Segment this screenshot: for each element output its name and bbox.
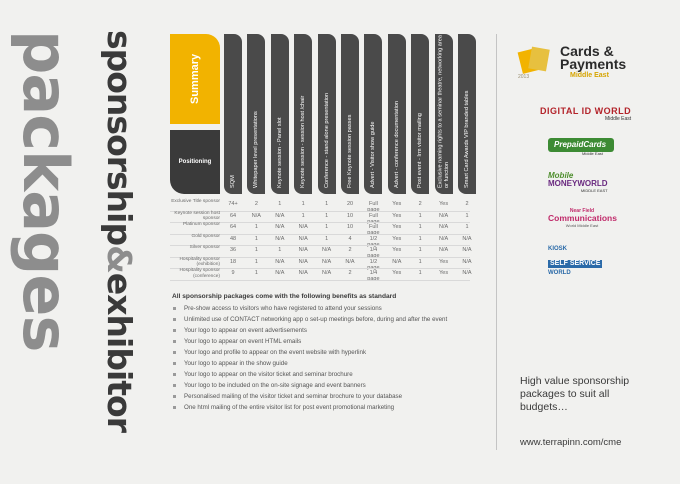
benefit-item: [172, 349, 472, 356]
logo-kiosk-line3: WORLD: [548, 270, 571, 276]
table-cell: 20: [346, 201, 354, 207]
column-header-label: Post event - Irm visitor mailing: [416, 113, 423, 188]
tagline: High value sponsorship packages to suit all budgets…: [520, 375, 630, 413]
logo-mm-line1: Mobile: [548, 171, 574, 180]
logo-mm-line2: MONEYWORLD: [548, 179, 608, 188]
row-label: Exclusive Title sponsor: [171, 199, 220, 204]
bullet-icon: [173, 395, 176, 398]
table-cell: 48: [229, 235, 237, 242]
table-cell: 1: [418, 258, 422, 265]
table-cell: N/A: [298, 258, 308, 265]
table-cell: N/A: [298, 235, 308, 242]
table-cell: 1: [418, 212, 422, 219]
benefit-text: Your logo to appear in the show guide: [184, 360, 288, 367]
row-label: Platinum sponsor: [182, 222, 220, 227]
column-header: [458, 34, 476, 194]
table-cell: N/A: [275, 224, 285, 230]
table-cell: N/A: [275, 212, 285, 219]
benefit-item: [172, 371, 472, 378]
logo-kiosk-line1: KIOSK: [548, 246, 568, 252]
column-header-label: Keynote session - Panel slot: [276, 117, 283, 188]
row-label: Keynote session host sponsor: [174, 210, 220, 222]
website-url: www.terrapinn.com/cme: [520, 437, 622, 448]
table-cell: 2: [348, 270, 352, 276]
summary-tab: [170, 34, 220, 124]
table-cell: 64: [229, 224, 237, 230]
title-sponsorship-exhibitor: [98, 30, 140, 432]
column-header: [364, 34, 382, 194]
table-cell: 74+: [228, 201, 238, 207]
benefit-item: [172, 327, 472, 334]
benefit-text: Your logo to appear on event HTML emails: [184, 338, 302, 345]
column-header-label: SQM: [229, 175, 236, 188]
column-header: [388, 34, 406, 194]
benefit-item: [172, 382, 472, 389]
table-cell: 1: [325, 212, 329, 219]
table-cell: 1: [254, 247, 258, 253]
column-header: [341, 34, 359, 194]
table-cell: 10: [346, 224, 354, 230]
table-cell: N/A: [275, 270, 285, 276]
logo-nfc-line2: World Middle East: [565, 223, 599, 228]
table-cell: N/A: [322, 258, 332, 265]
table-cell: 1: [418, 224, 422, 230]
table-cell: Yes: [392, 201, 402, 207]
column-header-label: Keynote session - session host /chair: [299, 95, 306, 188]
table-cell: Yes: [392, 224, 402, 230]
table-cell: 1: [254, 224, 258, 230]
column-header-label: Advert - conference documentation: [393, 100, 400, 188]
row-label: Hospitality sponsor (conference): [179, 268, 220, 279]
cards-payments-logo: [518, 44, 668, 84]
logo-did-line1: DIGITAL ID WORLD: [540, 106, 632, 116]
benefit-text: Your logo to be included on the on-site signage and event banners: [184, 382, 366, 389]
column-header-label: Conference - stand alone presentation: [323, 92, 330, 188]
bullet-icon: [173, 307, 176, 310]
logo-year: 2013: [518, 74, 530, 80]
row-label: Hospitality sponsor (exhibition): [179, 256, 220, 268]
bullet-icon: [173, 329, 176, 332]
table-cell: Full: [368, 201, 378, 207]
positioning-tab: [170, 130, 220, 194]
table-cell: 1: [418, 247, 422, 253]
benefit-text: Your logo to appear on event advertisements: [184, 327, 307, 334]
table-cell: 2: [254, 201, 258, 207]
bullet-icon: [173, 373, 176, 376]
table-cell: Full: [368, 224, 378, 230]
table-cell: 1: [418, 235, 422, 242]
table-cell: 1/4: [369, 270, 378, 276]
bullet-icon: [173, 406, 176, 409]
column-header-label: Advert - Visitor show guide: [370, 121, 377, 188]
table-cell: 1: [301, 212, 305, 219]
logo-kiosk-line2: SELF SERVICE: [550, 260, 601, 267]
table-cell: 1: [418, 270, 422, 276]
logo-cp-line1: Cards &: [560, 43, 614, 59]
column-header-label: Smart Card Awards VIP branded tables: [463, 90, 470, 188]
row-label: Gold sponsor: [191, 233, 220, 239]
title-ampersand: &: [100, 245, 139, 273]
column-header: [294, 34, 312, 194]
bullet-icon: [173, 362, 176, 365]
logo-cp-line2: Payments: [560, 56, 627, 72]
table-cell: N/A: [275, 258, 285, 265]
logo-nfc-line0: Near Field: [569, 208, 595, 214]
table-cell: 2: [418, 201, 422, 207]
table-cell: 2: [348, 247, 352, 253]
benefit-item: [172, 393, 472, 400]
row-label: Silver sponsor: [189, 245, 220, 250]
benefit-item: [172, 338, 472, 345]
bullet-icon: [173, 384, 176, 387]
table-cell: Full: [368, 212, 378, 219]
row-divider: [170, 280, 470, 281]
table-cell: 1: [301, 201, 305, 207]
table-cell: N/A: [298, 270, 308, 276]
table-cell: 1: [278, 201, 282, 207]
table-cell: 64: [229, 212, 237, 219]
column-header: [271, 34, 289, 194]
table-cell: N/A: [275, 235, 285, 242]
prepaid-cards-logo: [548, 138, 614, 158]
table-cell: 1: [465, 212, 469, 219]
table-cell: Yes: [439, 201, 449, 207]
column-header-label: Exclusive naming rights to a seminar theatre, networking area or function: [437, 35, 450, 188]
table-cell: N/A: [462, 270, 472, 276]
logo-prepaid-line1: PrepaidCards: [554, 140, 607, 149]
table-cell: Yes: [392, 247, 402, 253]
table-cell: N/A: [462, 247, 472, 253]
column-header-label: Whitepaper level presentations: [253, 111, 260, 188]
summary-label: Summary: [189, 53, 201, 105]
kiosk-logo: [548, 246, 618, 277]
table-cell: 1: [254, 258, 258, 265]
table-cell: 2: [465, 201, 469, 207]
table-cell: N/A: [392, 258, 402, 265]
logo-nfc-line1: Communications: [548, 213, 617, 223]
benefits-section: [172, 293, 472, 415]
table-cell: N/A: [439, 235, 449, 242]
table-cell: 1: [325, 201, 329, 207]
table-cell: Yes: [392, 212, 402, 219]
table-cell: 9: [231, 270, 235, 276]
positioning-label: Positioning: [178, 159, 212, 165]
table-cell: 4: [348, 235, 352, 242]
table-cell: 1/2: [369, 258, 378, 265]
table-cell: N/A: [298, 247, 308, 253]
table-cell: N/A: [322, 247, 332, 253]
table-cell: N/A: [439, 247, 449, 253]
table-cell: 1: [254, 235, 258, 242]
table-cell: N/A: [462, 235, 472, 242]
table-cell: N/A: [439, 212, 449, 219]
benefit-item: [172, 404, 472, 411]
logo-did-line2: Middle East: [605, 116, 632, 122]
logo-prepaid-line2: Middle East: [582, 151, 603, 156]
mobile-money-logo: [548, 172, 608, 193]
column-header-label: Free Keynote session passes: [346, 114, 353, 188]
benefit-text: One html mailing of the entire visitor list for post event promotional marketing: [184, 404, 395, 411]
title-sponsorship: sponsorship: [100, 30, 139, 246]
benefit-text: Your logo and profile to appear on the event website with hyperlink: [184, 349, 367, 356]
benefit-text: Pre-show access to visitors who have registered to attend your sessions: [184, 305, 382, 312]
cards-icon: [518, 46, 552, 72]
table-cell: N/A: [462, 258, 472, 265]
table-cell: N/A: [439, 224, 449, 230]
column-header: [318, 34, 336, 194]
column-divider: [496, 34, 497, 450]
benefits-heading: All sponsorship packages come with the following benefits as standard: [172, 293, 397, 300]
nfc-logo: [548, 208, 616, 228]
table-cell: N/A: [298, 224, 308, 230]
title-packages: [6, 30, 84, 470]
table-cell: N/A: [322, 270, 332, 276]
column-header: [247, 34, 265, 194]
title-packages-text: packages: [9, 30, 82, 352]
table-cell: 1: [278, 247, 282, 253]
table-cell: N/A: [345, 258, 355, 265]
table-cell: Yes: [439, 258, 449, 265]
table-cell: N/A: [251, 212, 261, 219]
table-cell: 1: [325, 235, 329, 242]
table-cell: Yes: [439, 270, 449, 276]
benefit-text: Unlimited use of CONTACT networking app o set-up meetings before, during and after the event: [184, 316, 448, 323]
title-exhibitor: exhibitor: [100, 272, 139, 433]
table-cell: 18: [229, 258, 237, 265]
benefit-item: [172, 305, 472, 312]
logo-mm-line3: MIDDLE EAST: [580, 188, 608, 193]
benefit-item: [172, 360, 472, 367]
table-cell: 1: [325, 224, 329, 230]
table-cell: 10: [346, 212, 354, 219]
table-cell: Yes: [392, 235, 402, 242]
bullet-icon: [173, 340, 176, 343]
logo-cp-line3: Middle East: [570, 72, 609, 79]
table-cell: Yes: [392, 270, 402, 276]
table-cell: 36: [229, 247, 237, 253]
bullet-icon: [173, 351, 176, 354]
bullet-icon: [173, 318, 176, 321]
table-cell: 1: [254, 270, 258, 276]
benefit-item: [172, 316, 472, 323]
table-cell: 1: [465, 224, 469, 230]
column-header: [435, 34, 453, 194]
table-cell: 1/2: [369, 235, 378, 242]
benefit-text: Your logo to appear on the visitor ticket and seminar brochure: [184, 371, 353, 378]
column-header: [224, 34, 242, 194]
table-cell: 1/4: [369, 247, 378, 253]
benefit-text: Personalised mailing of the visitor ticket and seminar brochure to your database: [184, 393, 403, 400]
digital-id-logo: [540, 106, 631, 122]
column-header: [411, 34, 429, 194]
